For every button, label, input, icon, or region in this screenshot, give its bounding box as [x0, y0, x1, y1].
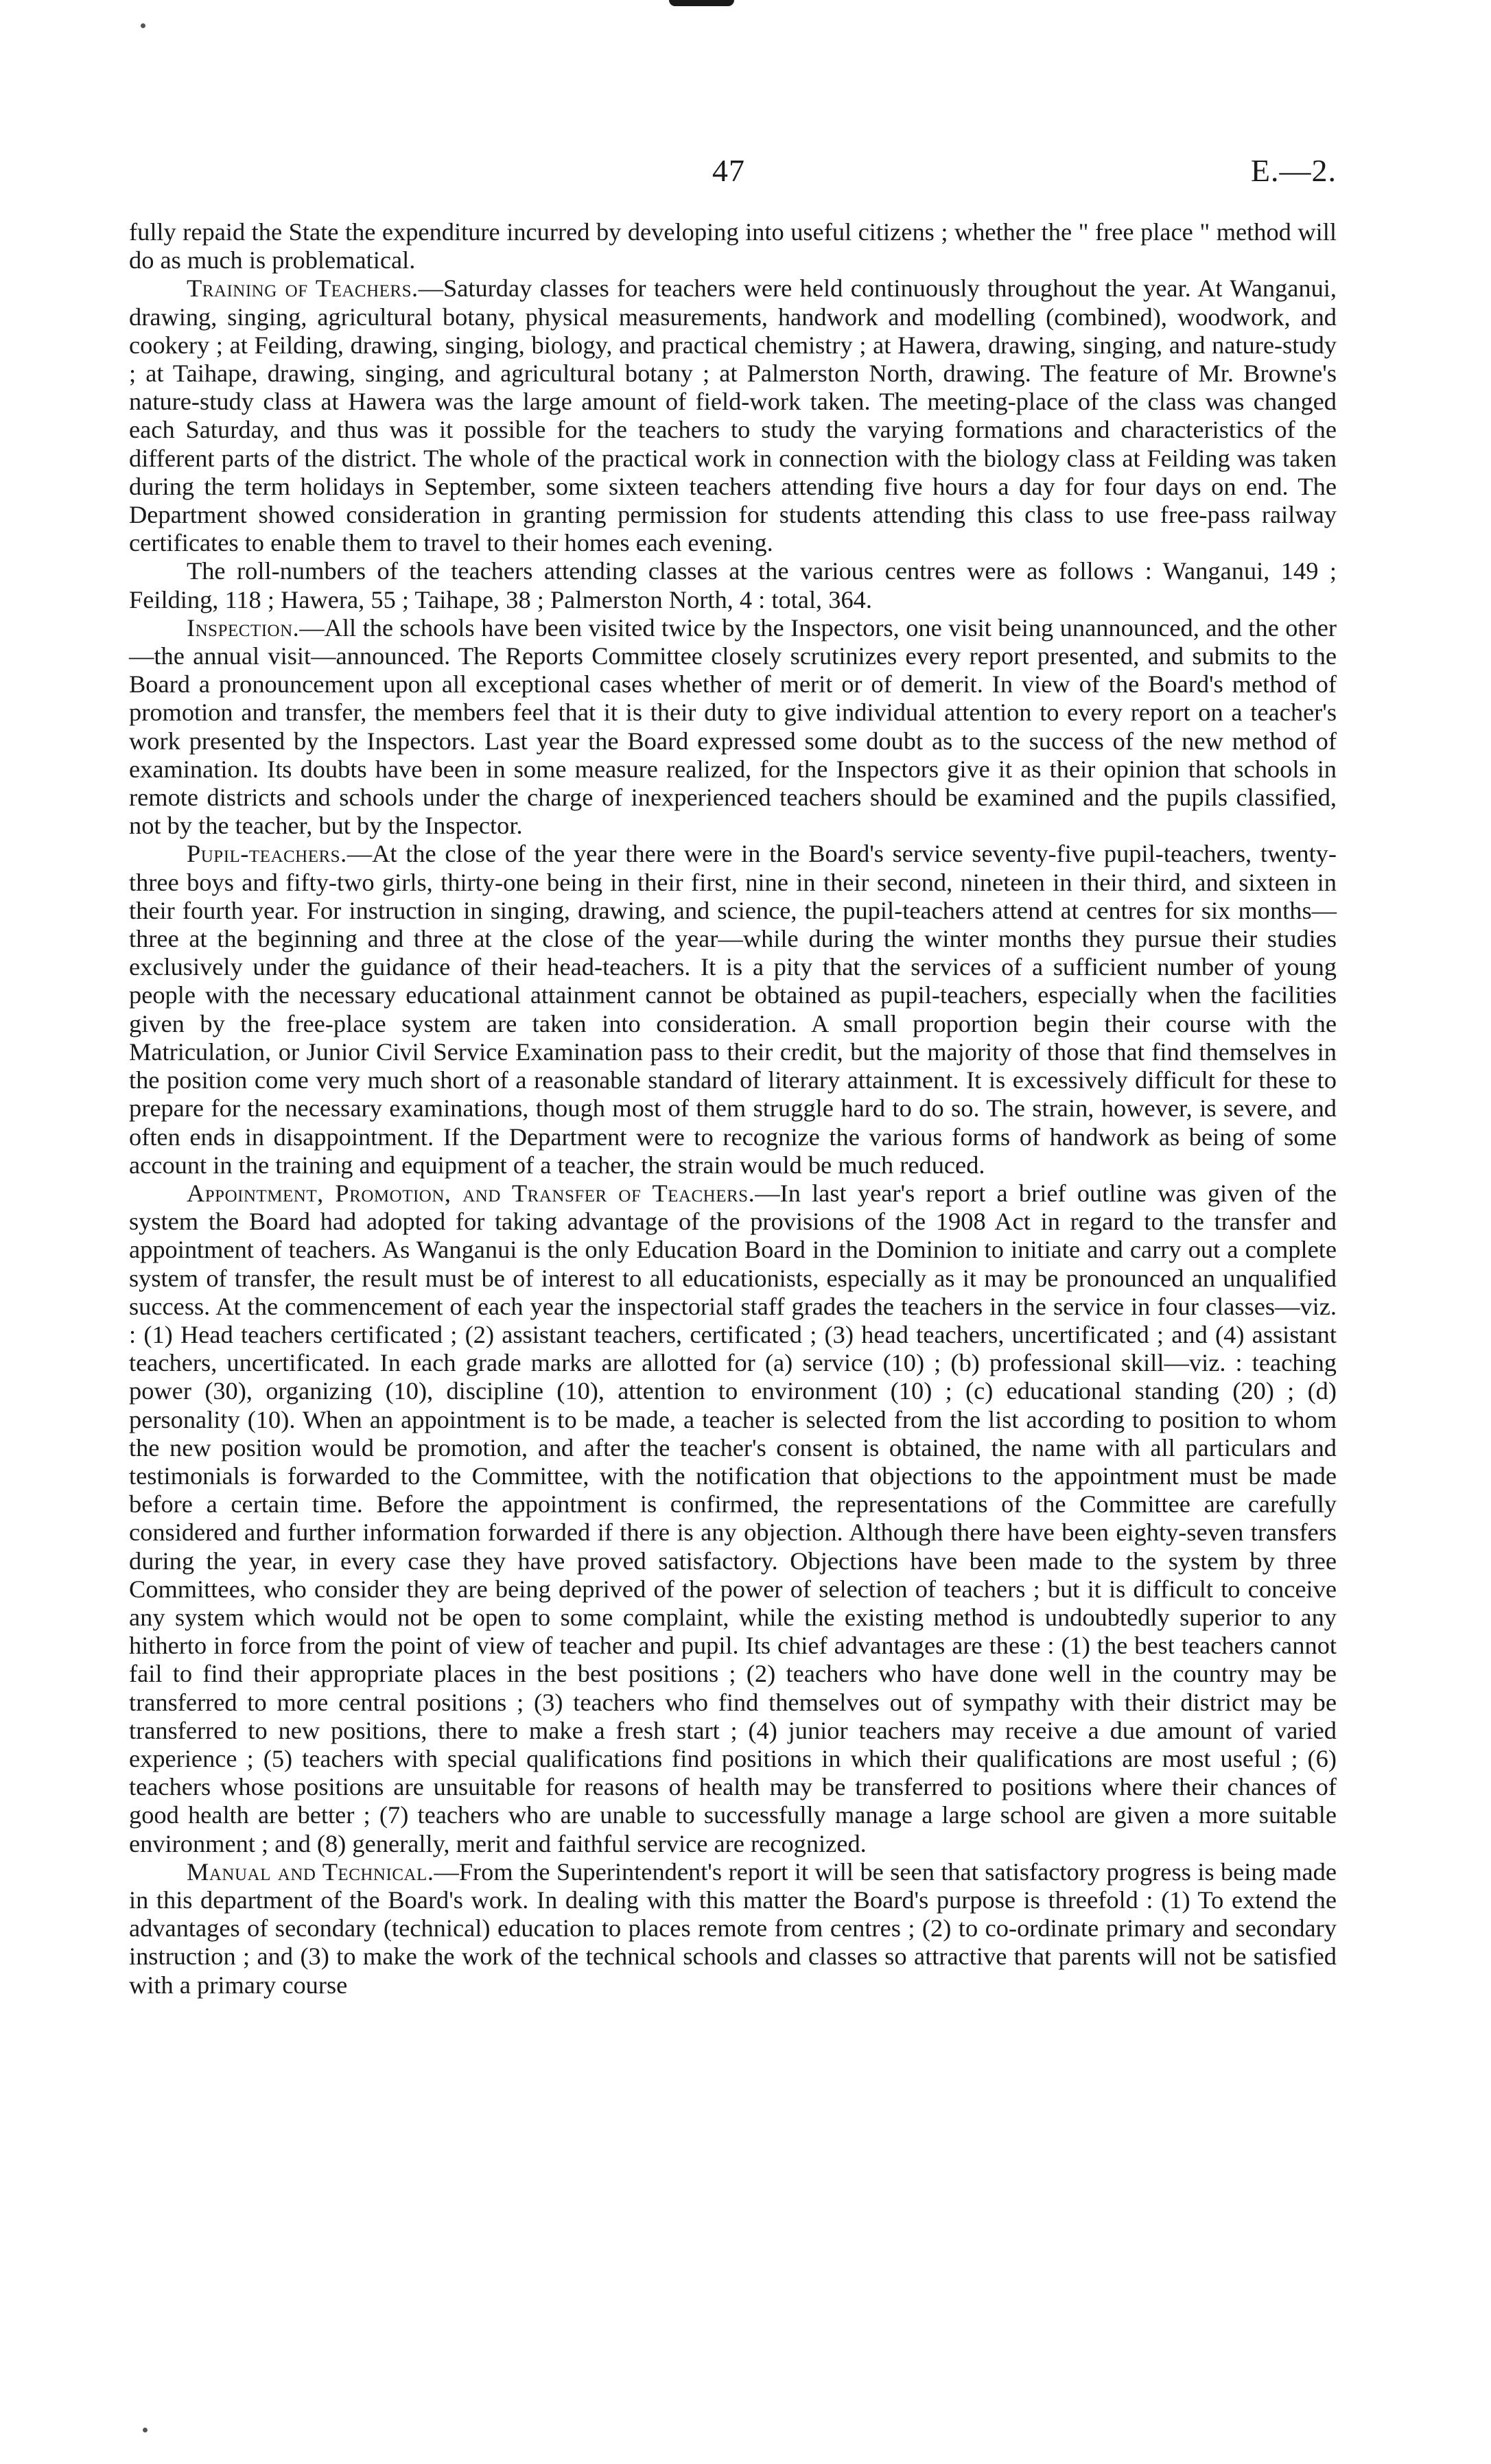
- scan-speck: [143, 2428, 148, 2432]
- body-text: [129, 218, 1337, 1999]
- document-code: E.—2.: [1250, 153, 1337, 188]
- paragraph-training-of-teachers: [129, 274, 1337, 557]
- paragraph-inspection: [129, 614, 1337, 841]
- page-number: 47: [712, 153, 745, 188]
- scan-speck: [141, 23, 145, 28]
- paragraph-text: —From the Superintendent's report it will be seen that satisfactory progress is being made in this department of the Board's work. In dealing with this matter the Board's purpose is threefold : (1) To extend the advantages of secondary (technical) education to places remote from centres ; (2) to co-ordinate primary and secondary instruction ; and (3) to make the work of the technical schools and classes so attractive that parents will not be satisfied with a primary course: [129, 1857, 1337, 1999]
- paragraph-continuation: [129, 218, 1337, 274]
- section-heading: Appointment, Promotion, and Transfer of Teachers.: [187, 1179, 755, 1207]
- section-heading: Training of Teachers.: [187, 274, 419, 303]
- paragraph-text: —In last year's report a brief outline was given of the system the Board had adopted for taking advantage of the provisions of the 1908 Act in regard to the transfer and appointment of teachers. As Wanganui is the only Education Board in the Dominion to initiate and carry out a complete system of transfer, the result must be of interest to all educationists, especially as it may be pronounced an unqualified success. At the commencement of each year the inspectorial staff grades the teachers in the service in four classes—viz. : (1) Head teachers certificated ; (2) assistant teachers, certificated ; (3) head teachers, uncertificated ; and (4) assistant teachers, uncertificated. In each grade marks are allotted for (a) service (10) ; (b) professional skill—viz. : teaching power (30), organizing (10), discipline (10), attention to environment (10) ; (c) educational standing (20) ; (d) personality (10). When an appointment is to be made, a teacher is selected from the list according to position to whom the new position would be promotion, and after the teacher's consent is obtained, the name with all particulars and testimonials is forwarded to the Committee, with the notification that objections to the appointment must be made before a certain time. Before the appointment is confirmed, the representations of the Committee are carefully considered and further information forwarded if there is any objection. Although there have been eighty-seven transfers during the year, in every case they have proved satisfactory. Objections have been made to the system by three Committees, who consider they are being deprived of the power of selection of teachers ; but it is difficult to conceive any system which would not be open to some complaint, while the existing method is undoubtedly superior to any hitherto in force from the point of view of teacher and pupil. Its chief advantages are these : (1) the best teachers cannot fail to find their appropriate places in the best positions ; (2) teachers who have done well in the country may be transferred to more central positions ; (3) teachers who find themselves out of sympathy with their district may be transferred to new positions, there to make a fresh start ; (4) junior teachers may receive a due amount of varied experience ; (5) teachers with special qualifications find positions in which their qualifications are most useful ; (6) teachers whose positions are unsuitable for reasons of health may be transferred to positions where their chances of good health are better ; (7) teachers who are unable to successfully manage a large school are given a more suitable environment ; and (8) generally, merit and faithful service are recognized.: [129, 1179, 1337, 1857]
- section-heading: Pupil-teachers.: [187, 840, 347, 868]
- paragraph-text: fully repaid the State the expenditure incurred by developing into useful citizens ; whether the " free place " method will do as much is problematical.: [129, 218, 1337, 274]
- paragraph-roll-numbers: [129, 557, 1337, 613]
- paragraph-text: —At the close of the year there were in the Board's service seventy-five pupil-teachers, twenty-three boys and fifty-two girls, thirty-one being in their first, nine in their second, nineteen in their third, and sixteen in their fourth year. For instruction in singing, drawing, and science, the pupil-teachers attend at centres for six months—three at the beginning and three at the close of the year—while during the winter months they pursue their studies exclusively under the guidance of their head-teachers. It is a pity that the services of a sufficient number of young people with the necessary educational attainment cannot be obtained as pupil-teachers, especially when the facilities given by the free-place system are taken into consideration. A small proportion begin their course with the Matriculation, or Junior Civil Service Examination pass to their credit, but the majority of those that find themselves in the position come very much short of a reasonable standard of literary attainment. It is excessively difficult for these to prepare for the necessary examinations, though most of them struggle hard to do so. The strain, however, is severe, and often ends in disappointment. If the Department were to recognize the various forms of handwork as being of some account in the training and equipment of a teacher, the strain would be much reduced.: [129, 840, 1337, 1179]
- paragraph-manual-and-technical: [129, 1858, 1337, 1999]
- section-heading: Manual and Technical.: [187, 1857, 434, 1886]
- paragraph-appointment-promotion-transfer: [129, 1180, 1337, 1858]
- paragraph-text: —All the schools have been visited twice by the Inspectors, one visit being unannounced, and the other—the annual visit—announced. The Reports Committee closely scrutinizes every report presented, and submits to the Board a pronouncement upon all exceptional cases whether of merit or of demerit. In view of the Board's method of promotion and transfer, the members feel that it is their duty to give individual attention to every report on a teacher's work presented by the Inspectors. Last year the Board expressed some doubt as to the success of the new method of examination. Its doubts have been in some measure realized, for the Inspectors give it as their opinion that schools in remote districts and schools under the charge of inexperienced teachers should be examined and the pupils classified, not by the teacher, but by the Inspector.: [129, 613, 1337, 840]
- paragraph-pupil-teachers: [129, 840, 1337, 1179]
- paragraph-text: —Saturday classes for teachers were held continuously throughout the year. At Wanganui, drawing, singing, agricultural botany, physical measurements, handwork and modelling (combined), woodwork, and cookery ; at Feilding, drawing, singing, biology, and practical chemistry ; at Hawera, drawing, singing, and nature-study ; at Taihape, drawing, singing, and agricultural botany ; at Palmerston North, drawing. The feature of Mr. Browne's nature-study class at Hawera was the large amount of field-work taken. The meeting-place of the class was changed each Saturday, and thus was it possible for the teachers to study the varying formations and characteristics of the different parts of the district. The whole of the practical work in connection with the biology class at Feilding was taken during the term holidays in September, some sixteen teachers attending five hours a day for four days on end. The Department showed consideration in granting permission for students attending this class to use free-pass railway certificates to enable them to travel to their homes each evening.: [129, 274, 1337, 557]
- page-header: [129, 152, 1337, 193]
- top-binding-mark: [669, 0, 734, 6]
- paragraph-text: The roll-numbers of the teachers attending classes at the various centres were as follows : Wanganui, 149 ; Feilding, 118 ; Hawera, 55 ; Taihape, 38 ; Palmerston North, 4 : total, 364.: [129, 557, 1337, 613]
- section-heading: Inspection.: [187, 613, 300, 642]
